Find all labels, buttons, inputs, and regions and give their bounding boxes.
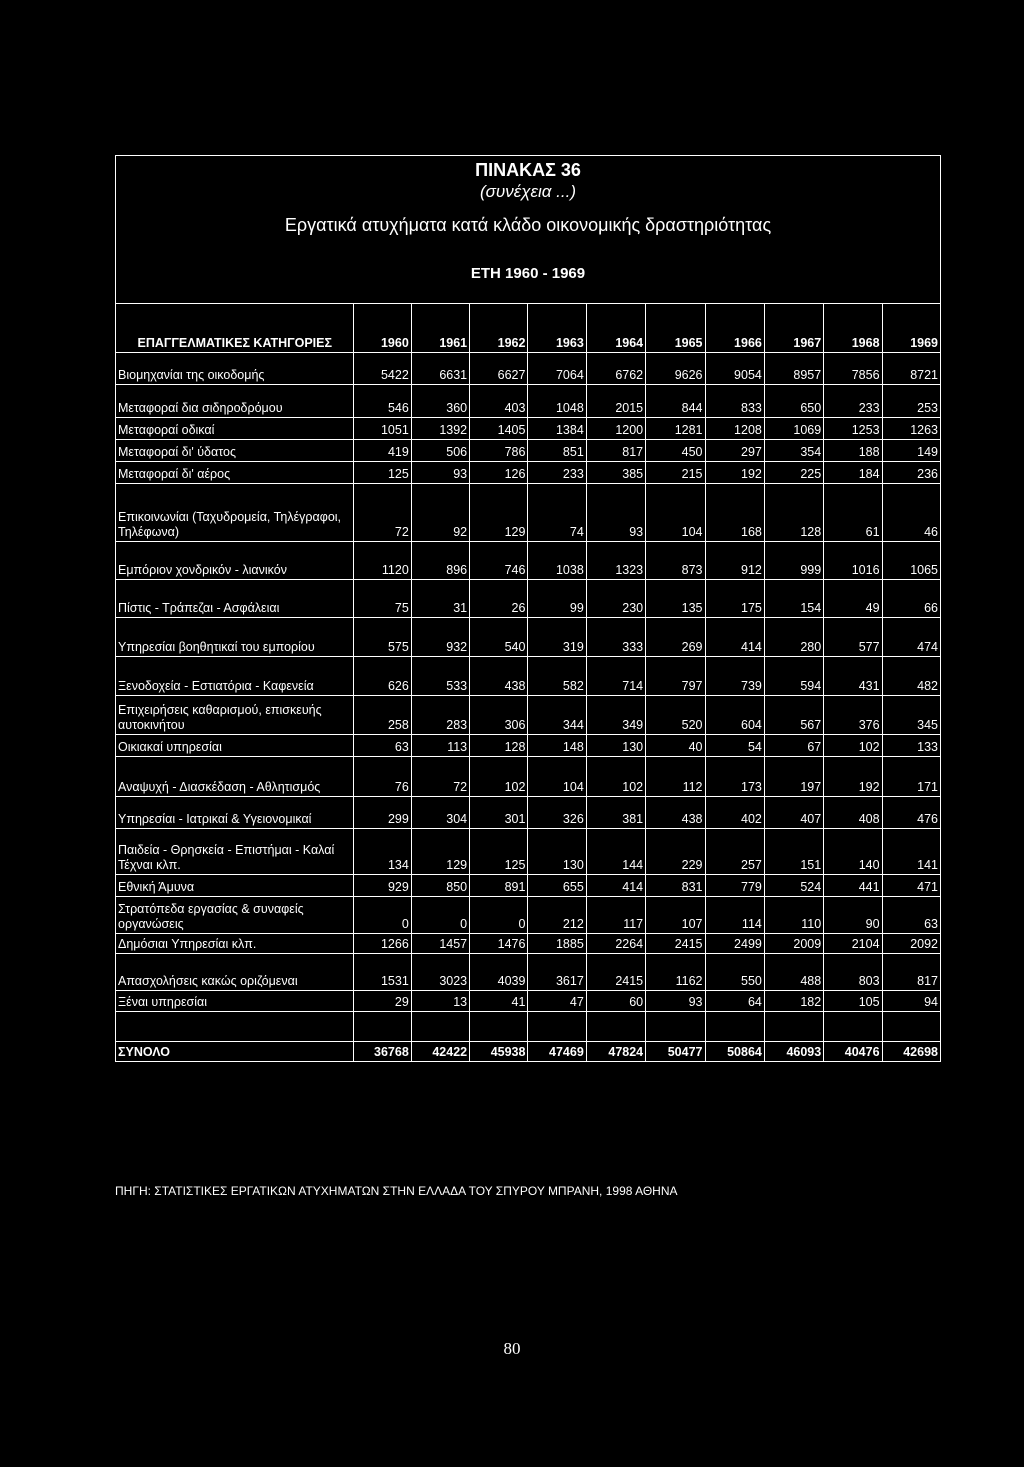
table-row: [116, 874, 941, 896]
category-label: Πίστις - Τράπεζαι - Ασφάλειαι: [116, 579, 354, 617]
value-cell: 1200: [586, 417, 645, 439]
category-label: Αναψυχή - Διασκέδαση - Αθλητισμός: [116, 756, 354, 796]
value-cell: 102: [824, 734, 882, 756]
value-cell: 46: [882, 483, 940, 541]
value-cell: 407: [764, 796, 823, 828]
value-cell: 113: [411, 734, 469, 756]
table-row: [116, 695, 941, 734]
value-cell: 188: [824, 439, 882, 461]
value-cell: 168: [705, 483, 764, 541]
empty-cell: [646, 1011, 705, 1041]
total-value-cell: 47469: [528, 1041, 586, 1061]
value-cell: 582: [528, 656, 586, 695]
value-cell: 49: [824, 579, 882, 617]
value-cell: 1016: [824, 541, 882, 579]
value-cell: 650: [764, 384, 823, 417]
value-cell: 1253: [824, 417, 882, 439]
value-cell: 283: [411, 695, 469, 734]
table-row: [116, 756, 941, 796]
value-cell: 577: [824, 617, 882, 656]
value-cell: 0: [354, 896, 411, 933]
value-cell: 932: [411, 617, 469, 656]
value-cell: 9626: [646, 352, 705, 384]
value-cell: 488: [764, 953, 823, 990]
header-row: [116, 304, 941, 352]
value-cell: 135: [646, 579, 705, 617]
value-cell: 149: [882, 439, 940, 461]
value-cell: 112: [646, 756, 705, 796]
value-cell: 102: [470, 756, 528, 796]
value-cell: 0: [470, 896, 528, 933]
year-header: 1964: [586, 304, 645, 352]
value-cell: 403: [470, 384, 528, 417]
value-cell: 604: [705, 695, 764, 734]
total-value-cell: 45938: [470, 1041, 528, 1061]
value-cell: 6627: [470, 352, 528, 384]
value-cell: 779: [705, 874, 764, 896]
value-cell: 130: [586, 734, 645, 756]
value-cell: 212: [528, 896, 586, 933]
value-cell: 817: [882, 953, 940, 990]
value-cell: 104: [646, 483, 705, 541]
value-cell: 6631: [411, 352, 469, 384]
value-cell: 1885: [528, 933, 586, 953]
total-value-cell: 36768: [354, 1041, 411, 1061]
value-cell: 1405: [470, 417, 528, 439]
spacer-row: [116, 1011, 941, 1041]
value-cell: 414: [586, 874, 645, 896]
value-cell: 230: [586, 579, 645, 617]
value-cell: 1281: [646, 417, 705, 439]
value-cell: 215: [646, 461, 705, 483]
value-cell: 1266: [354, 933, 411, 953]
category-label: Επιχειρήσεις καθαρισμού, επισκευής αυτοκινήτου: [116, 695, 354, 734]
value-cell: 269: [646, 617, 705, 656]
value-cell: 873: [646, 541, 705, 579]
value-cell: 63: [882, 896, 940, 933]
value-cell: 144: [586, 828, 645, 874]
value-cell: 129: [411, 828, 469, 874]
value-cell: 154: [764, 579, 823, 617]
year-header: 1960: [354, 304, 411, 352]
value-cell: 746: [470, 541, 528, 579]
empty-cell: [470, 1011, 528, 1041]
total-value-cell: 42422: [411, 1041, 469, 1061]
value-cell: 1120: [354, 541, 411, 579]
value-cell: 3023: [411, 953, 469, 990]
value-cell: 319: [528, 617, 586, 656]
total-value-cell: 46093: [764, 1041, 823, 1061]
value-cell: 7856: [824, 352, 882, 384]
value-cell: 233: [824, 384, 882, 417]
value-cell: 47: [528, 990, 586, 1011]
value-cell: 438: [646, 796, 705, 828]
value-cell: 506: [411, 439, 469, 461]
value-cell: 9054: [705, 352, 764, 384]
value-cell: 2104: [824, 933, 882, 953]
year-header: 1969: [882, 304, 940, 352]
category-label: Εθνική Άμυνα: [116, 874, 354, 896]
value-cell: 1038: [528, 541, 586, 579]
value-cell: 831: [646, 874, 705, 896]
value-cell: 803: [824, 953, 882, 990]
value-cell: 93: [586, 483, 645, 541]
empty-cell: [705, 1011, 764, 1041]
table-row: [116, 933, 941, 953]
value-cell: 896: [411, 541, 469, 579]
value-cell: 7064: [528, 352, 586, 384]
value-cell: 171: [882, 756, 940, 796]
value-cell: 714: [586, 656, 645, 695]
value-cell: 236: [882, 461, 940, 483]
value-cell: 192: [705, 461, 764, 483]
value-cell: 64: [705, 990, 764, 1011]
value-cell: 99: [528, 579, 586, 617]
value-cell: 431: [824, 656, 882, 695]
value-cell: 233: [528, 461, 586, 483]
value-cell: 130: [528, 828, 586, 874]
category-label: Μεταφοραί δι' αέρος: [116, 461, 354, 483]
table-row: [116, 384, 941, 417]
value-cell: 297: [705, 439, 764, 461]
value-cell: 1476: [470, 933, 528, 953]
table-row: [116, 828, 941, 874]
value-cell: 450: [646, 439, 705, 461]
value-cell: 75: [354, 579, 411, 617]
total-row: [116, 1041, 941, 1061]
table-row: [116, 579, 941, 617]
total-value-cell: 42698: [882, 1041, 940, 1061]
value-cell: 257: [705, 828, 764, 874]
value-cell: 141: [882, 828, 940, 874]
value-cell: 567: [764, 695, 823, 734]
value-cell: 105: [824, 990, 882, 1011]
value-cell: 54: [705, 734, 764, 756]
value-cell: 376: [824, 695, 882, 734]
total-value-cell: 47824: [586, 1041, 645, 1061]
table-row: [116, 734, 941, 756]
value-cell: 360: [411, 384, 469, 417]
table-row: [116, 896, 941, 933]
value-cell: 739: [705, 656, 764, 695]
value-cell: 13: [411, 990, 469, 1011]
value-cell: 67: [764, 734, 823, 756]
value-cell: 225: [764, 461, 823, 483]
value-cell: 844: [646, 384, 705, 417]
category-label: Μεταφοραί οδικαί: [116, 417, 354, 439]
value-cell: 0: [411, 896, 469, 933]
value-cell: 414: [705, 617, 764, 656]
empty-cell: [528, 1011, 586, 1041]
value-cell: 533: [411, 656, 469, 695]
category-label: Υπηρεσίαι - Ιατρικαί & Υγειονομικαί: [116, 796, 354, 828]
value-cell: 104: [528, 756, 586, 796]
value-cell: 60: [586, 990, 645, 1011]
continued-note: (συνέχεια ...): [479, 182, 576, 201]
table-title-box: [115, 155, 941, 304]
value-cell: 110: [764, 896, 823, 933]
value-cell: 1263: [882, 417, 940, 439]
table-row: [116, 617, 941, 656]
value-cell: 786: [470, 439, 528, 461]
total-label: ΣΥΝΟΛΟ: [116, 1041, 354, 1061]
value-cell: 92: [411, 483, 469, 541]
value-cell: 575: [354, 617, 411, 656]
category-label: Ξενοδοχεία - Εστιατόρια - Καφενεία: [116, 656, 354, 695]
value-cell: 476: [882, 796, 940, 828]
category-label: Δημόσιαι Υπηρεσίαι κλπ.: [116, 933, 354, 953]
value-cell: 817: [586, 439, 645, 461]
year-header: 1963: [528, 304, 586, 352]
category-label: Μεταφοραί δι' ύδατος: [116, 439, 354, 461]
category-label: Στρατόπεδα εργασίας & συναφείς οργανώσεις: [116, 896, 354, 933]
empty-cell: [764, 1011, 823, 1041]
value-cell: 253: [882, 384, 940, 417]
value-cell: 182: [764, 990, 823, 1011]
value-cell: 474: [882, 617, 940, 656]
category-label: Ξέναι υπηρεσίαι: [116, 990, 354, 1011]
table-row: [116, 352, 941, 384]
category-label: Μεταφοραί δια σιδηροδρόμου: [116, 384, 354, 417]
table-row: [116, 461, 941, 483]
value-cell: 326: [528, 796, 586, 828]
value-cell: 31: [411, 579, 469, 617]
value-cell: 114: [705, 896, 764, 933]
value-cell: 128: [764, 483, 823, 541]
value-cell: 117: [586, 896, 645, 933]
value-cell: 102: [586, 756, 645, 796]
value-cell: 2415: [646, 933, 705, 953]
value-cell: 1065: [882, 541, 940, 579]
value-cell: 385: [586, 461, 645, 483]
value-cell: 520: [646, 695, 705, 734]
category-label: Παιδεία - Θρησκεία - Επιστήμαι - Καλαί Τέχναι κλπ.: [116, 828, 354, 874]
value-cell: 2499: [705, 933, 764, 953]
value-cell: 626: [354, 656, 411, 695]
value-cell: 546: [354, 384, 411, 417]
category-label: Επικοινωνίαι (Ταχυδρομεία, Τηλέγραφοι, Τηλέφωνα): [116, 483, 354, 541]
value-cell: 540: [470, 617, 528, 656]
total-value-cell: 40476: [824, 1041, 882, 1061]
value-cell: 66: [882, 579, 940, 617]
table-row: [116, 990, 941, 1011]
value-cell: 344: [528, 695, 586, 734]
value-cell: 354: [764, 439, 823, 461]
source-note: ΠΗΓΗ: ΣΤΑΤΙΣΤΙΚΕΣ ΕΡΓΑΤΙΚΩΝ ΑΤΥΧΗΜΑΤΩΝ ΣΤΗΝ ΕΛΛΑΔΑ ΤΟΥ ΣΠΥΡΟΥ ΜΠΡΑΝΗ, 1998 ΑΘΗΝΑ: [115, 1184, 678, 1198]
value-cell: 140: [824, 828, 882, 874]
year-header: 1965: [646, 304, 705, 352]
value-cell: 2415: [586, 953, 645, 990]
category-label: Υπηρεσίαι βοηθητικαί του εμπορίου: [116, 617, 354, 656]
value-cell: 3617: [528, 953, 586, 990]
value-cell: 833: [705, 384, 764, 417]
value-cell: 891: [470, 874, 528, 896]
empty-cell: [354, 1011, 411, 1041]
value-cell: 126: [470, 461, 528, 483]
value-cell: 850: [411, 874, 469, 896]
value-cell: 90: [824, 896, 882, 933]
value-cell: 107: [646, 896, 705, 933]
value-cell: 133: [882, 734, 940, 756]
category-header: ΕΠΑΓΓΕΛΜΑΤΙΚΕΣ ΚΑΤΗΓΟΡΙΕΣ: [116, 304, 354, 352]
value-cell: 151: [764, 828, 823, 874]
value-cell: 482: [882, 656, 940, 695]
empty-cell: [824, 1011, 882, 1041]
empty-cell: [586, 1011, 645, 1041]
total-value-cell: 50477: [646, 1041, 705, 1061]
years-range: ΕΤΗ 1960 - 1969: [470, 265, 586, 282]
value-cell: 26: [470, 579, 528, 617]
table-row: [116, 417, 941, 439]
value-cell: 999: [764, 541, 823, 579]
value-cell: 6762: [586, 352, 645, 384]
value-cell: 258: [354, 695, 411, 734]
category-label: Εμπόριον χονδρικόν - λιανικόν: [116, 541, 354, 579]
value-cell: 1323: [586, 541, 645, 579]
value-cell: 148: [528, 734, 586, 756]
value-cell: 402: [705, 796, 764, 828]
value-cell: 471: [882, 874, 940, 896]
year-header: 1966: [705, 304, 764, 352]
value-cell: 5422: [354, 352, 411, 384]
value-cell: 1048: [528, 384, 586, 417]
value-cell: 301: [470, 796, 528, 828]
value-cell: 175: [705, 579, 764, 617]
table-number: ΠΙΝΑΚΑΣ 36: [475, 160, 581, 180]
value-cell: 306: [470, 695, 528, 734]
value-cell: 304: [411, 796, 469, 828]
value-cell: 797: [646, 656, 705, 695]
table-row: [116, 483, 941, 541]
value-cell: 550: [705, 953, 764, 990]
value-cell: 197: [764, 756, 823, 796]
table-row: [116, 541, 941, 579]
year-header: 1968: [824, 304, 882, 352]
value-cell: 408: [824, 796, 882, 828]
value-cell: 41: [470, 990, 528, 1011]
value-cell: 2015: [586, 384, 645, 417]
value-cell: 8721: [882, 352, 940, 384]
value-cell: 1384: [528, 417, 586, 439]
value-cell: 173: [705, 756, 764, 796]
table-row: [116, 953, 941, 990]
value-cell: 419: [354, 439, 411, 461]
value-cell: 74: [528, 483, 586, 541]
value-cell: 72: [411, 756, 469, 796]
value-cell: 72: [354, 483, 411, 541]
table-subject: Εργατικά ατυχήματα κατά κλάδο οικονομικής δραστηριότητας: [284, 215, 772, 235]
value-cell: 125: [354, 461, 411, 483]
value-cell: 1457: [411, 933, 469, 953]
value-cell: 349: [586, 695, 645, 734]
table-row: [116, 439, 941, 461]
value-cell: 1162: [646, 953, 705, 990]
value-cell: 381: [586, 796, 645, 828]
value-cell: 2009: [764, 933, 823, 953]
value-cell: 345: [882, 695, 940, 734]
empty-cell: [116, 1011, 354, 1041]
year-header: 1967: [764, 304, 823, 352]
value-cell: 851: [528, 439, 586, 461]
value-cell: 280: [764, 617, 823, 656]
value-cell: 2264: [586, 933, 645, 953]
value-cell: 299: [354, 796, 411, 828]
value-cell: 61: [824, 483, 882, 541]
value-cell: 229: [646, 828, 705, 874]
value-cell: 912: [705, 541, 764, 579]
value-cell: 192: [824, 756, 882, 796]
value-cell: 8957: [764, 352, 823, 384]
value-cell: 93: [646, 990, 705, 1011]
value-cell: 125: [470, 828, 528, 874]
category-label: Βιομηχανίαι της οικοδομής: [116, 352, 354, 384]
value-cell: 2092: [882, 933, 940, 953]
value-cell: 1069: [764, 417, 823, 439]
value-cell: 929: [354, 874, 411, 896]
value-cell: 76: [354, 756, 411, 796]
value-cell: 333: [586, 617, 645, 656]
value-cell: 29: [354, 990, 411, 1011]
value-cell: 184: [824, 461, 882, 483]
accidents-table: [115, 304, 941, 1062]
total-value-cell: 50864: [705, 1041, 764, 1061]
value-cell: 94: [882, 990, 940, 1011]
value-cell: 1392: [411, 417, 469, 439]
table-row: [116, 656, 941, 695]
category-label: Οικιακαί υπηρεσίαι: [116, 734, 354, 756]
value-cell: 441: [824, 874, 882, 896]
value-cell: 129: [470, 483, 528, 541]
value-cell: 63: [354, 734, 411, 756]
page-number: 80: [503, 1339, 521, 1358]
table-row: [116, 796, 941, 828]
value-cell: 93: [411, 461, 469, 483]
value-cell: 128: [470, 734, 528, 756]
category-label: Απασχολήσεις κακώς οριζόμεναι: [116, 953, 354, 990]
value-cell: 40: [646, 734, 705, 756]
value-cell: 524: [764, 874, 823, 896]
empty-cell: [411, 1011, 469, 1041]
year-header: 1962: [470, 304, 528, 352]
value-cell: 1531: [354, 953, 411, 990]
value-cell: 594: [764, 656, 823, 695]
value-cell: 134: [354, 828, 411, 874]
value-cell: 655: [528, 874, 586, 896]
year-header: 1961: [411, 304, 469, 352]
value-cell: 438: [470, 656, 528, 695]
value-cell: 1208: [705, 417, 764, 439]
value-cell: 4039: [470, 953, 528, 990]
value-cell: 1051: [354, 417, 411, 439]
empty-cell: [882, 1011, 940, 1041]
